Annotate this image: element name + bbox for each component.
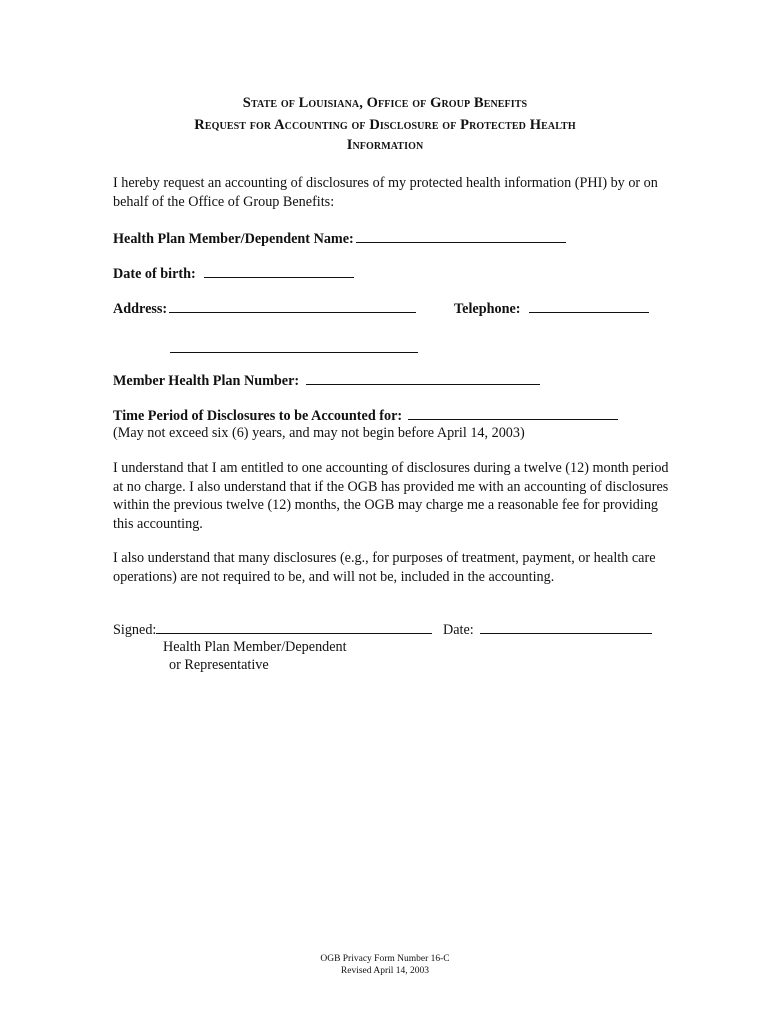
dob-row <box>113 264 354 283</box>
member-name-row <box>113 229 566 248</box>
header-line-3: Information <box>346 137 424 153</box>
dob-field[interactable] <box>204 264 354 278</box>
address-label: Address: <box>113 301 168 317</box>
address-line-2-row <box>170 339 418 358</box>
time-period-label: Time Period of Disclosures to be Accounted for: <box>113 408 403 424</box>
signature-field[interactable] <box>156 620 432 634</box>
header-line-2: Request for Accounting of Disclosure of Protected Health <box>194 117 576 133</box>
header-line-1: State of Louisiana, Office of Group Benefits <box>242 95 528 111</box>
footer-form-number: OGB Privacy Form Number 16-C <box>320 954 450 964</box>
date-label: Date: <box>443 622 474 638</box>
signed-label: Signed: <box>113 622 157 638</box>
paragraph-exclusions: I also understand that many disclosures (e.g., for purposes of treatment, payment, or health care operations) are not required to be, and will not be, included in the accounting. <box>113 550 656 585</box>
time-period-row <box>113 406 618 425</box>
address-field-line-1[interactable] <box>169 299 416 313</box>
plan-number-label: Member Health Plan Number: <box>113 373 300 389</box>
time-period-field[interactable] <box>408 406 618 420</box>
address-field-line-2[interactable] <box>170 339 418 353</box>
time-period-note: (May not exceed six (6) years, and may not begin before April 14, 2003) <box>113 425 525 441</box>
telephone-field[interactable] <box>529 299 649 313</box>
plan-number-field[interactable] <box>306 371 540 385</box>
address-row <box>113 299 416 318</box>
signed-row <box>113 620 432 639</box>
member-name-label: Health Plan Member/Dependent Name: <box>113 231 354 247</box>
dob-label: Date of birth: <box>113 266 196 282</box>
plan-number-row <box>113 371 540 390</box>
signer-line-1: Health Plan Member/Dependent <box>163 639 347 655</box>
signer-line-2: or Representative <box>169 657 269 673</box>
footer <box>0 953 770 977</box>
date-row <box>443 620 652 639</box>
footer-revised: Revised April 14, 2003 <box>340 966 430 976</box>
intro-paragraph: I hereby request an accounting of disclosures of my protected health information (PHI) by or on behalf of the Office of Group Benefits: <box>113 175 658 210</box>
date-field[interactable] <box>480 620 652 634</box>
telephone-row <box>454 299 649 318</box>
member-name-field[interactable] <box>356 229 566 243</box>
telephone-label: Telephone: <box>454 301 521 317</box>
paragraph-accounting-fee: I understand that I am entitled to one accounting of disclosures during a twelve (12) month period at no charge. I also understand that if the OGB has provided me with an accounting of disclosures within the previous twelve (12) months, the OGB may charge me a reasonable fee for providing this accounting. <box>113 460 669 532</box>
